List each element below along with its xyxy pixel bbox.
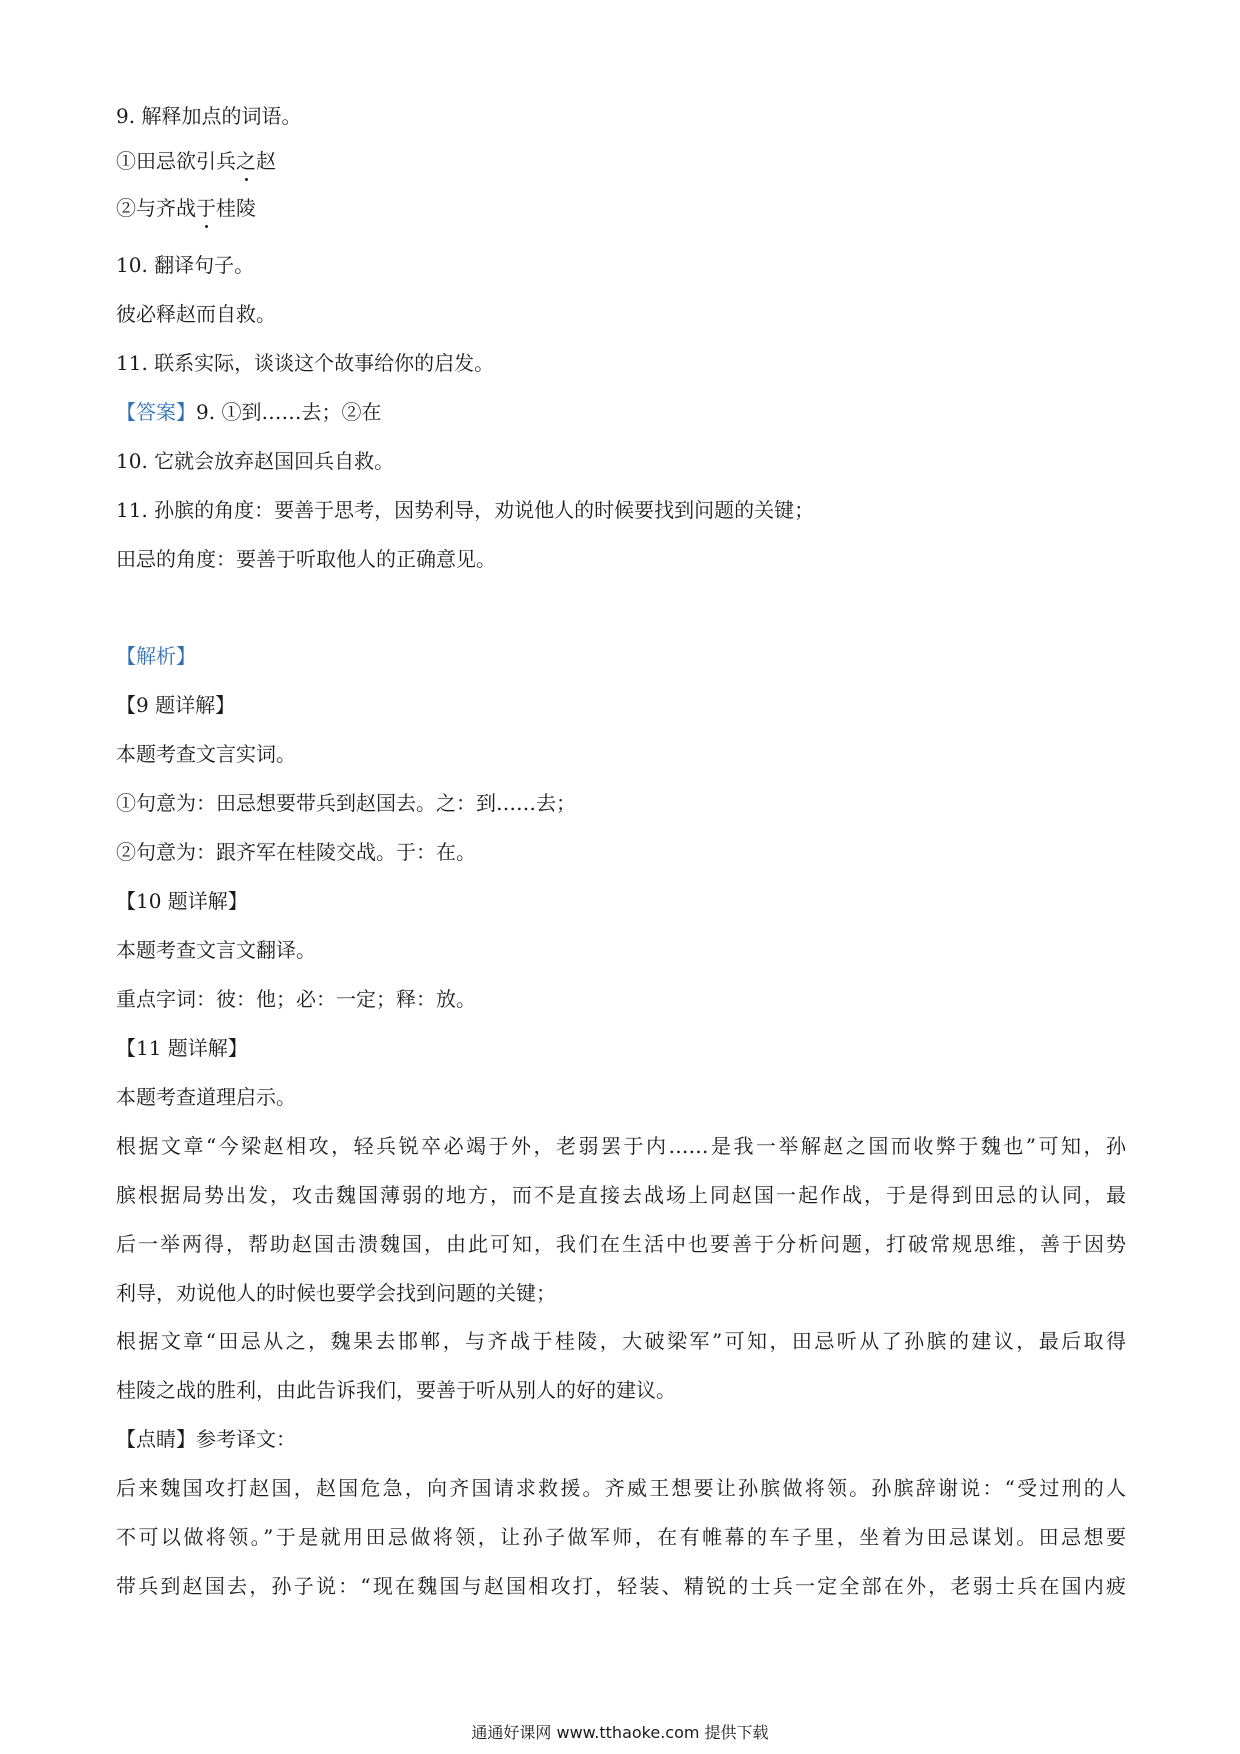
detail-9-line-2: ①句意为：田忌想要带兵到赵国去。之：到……去； [116,791,576,815]
question-9-item-2 [116,193,1126,223]
question-11-title: 11. 联系实际，谈谈这个故事给你的启发。 [116,351,495,375]
detail-9-line-3: ②句意为：跟齐军在桂陵交战。于：在。 [116,840,476,864]
question-10-title: 10. 翻译句子。 [116,253,255,277]
answer-11-line-2: 田忌的角度：要善于听取他人的正确意见。 [116,547,496,571]
question-9-title: 9. 解释加点的词语。 [116,104,302,128]
page-footer: 通通好课网 www.tthaoke.com 提供下载 [471,1723,769,1742]
detail-11-line-1: 本题考查道理启示。 [116,1085,296,1109]
question-10-sentence: 彼必释赵而自救。 [116,302,276,326]
q9-item1-pre: ①田忌欲引兵 [116,149,236,173]
detail-9-heading: 【9 题详解】 [116,693,236,717]
q9-item2-pre: ②与齐战 [116,196,196,220]
answer-11-line-1: 11. 孙膑的角度：要善于思考，因势利导，劝说他人的时候要找到问题的关键； [116,498,815,522]
detail-9-line-1: 本题考查文言实词。 [116,742,296,766]
question-9-item-1 [116,146,1126,176]
translation-line-3: 带兵到赵国去，孙子说：“现在魏国与赵国相攻打，轻装、精锐的士兵一定全部在外，老弱士兵在国内疲 [116,1574,1126,1598]
q9-item1-dotted-word: 之 [236,146,256,176]
detail-11-para-2-line-1: 根据文章“田忌从之，魏果去邯郸，与齐战于桂陵，大破梁军”可知，田忌听从了孙膑的建议，最后取得 [116,1329,1126,1353]
dianjing-line [116,1424,1126,1454]
detail-10-line-2: 重点字词：彼：他；必：一定；释：放。 [116,987,476,1011]
dianjing-intro: 参考译文： [196,1427,296,1451]
detail-11-para-2-line-2: 桂陵之战的胜利，由此告诉我们，要善于听从别人的好的建议。 [116,1378,676,1402]
q9-item2-post: 桂陵 [216,196,256,220]
analysis-tag: 【解析】 [116,644,196,668]
detail-11-para-1-line-2: 膑根据局势出发，攻击魏国薄弱的地方，而不是直接去战场上同赵国一起作战，于是得到田忌的认同，最 [116,1183,1126,1207]
detail-11-heading: 【11 题详解】 [116,1036,248,1060]
q9-item2-dotted-word: 于 [196,193,216,223]
answer-10: 10. 它就会放弃赵国回兵自救。 [116,449,395,473]
detail-10-heading: 【10 题详解】 [116,889,248,913]
detail-10-line-1: 本题考查文言文翻译。 [116,938,316,962]
detail-11-para-1-line-4: 利导，劝说他人的时候也要学会找到问题的关键； [116,1281,556,1305]
answer-9-line [116,397,1126,427]
translation-line-2: 不可以做将领。”于是就用田忌做将领，让孙子做军师，在有帷幕的车子里，坐着为田忌谋划。田忌想要 [116,1525,1126,1549]
answer-tag: 【答案】 [116,400,196,424]
answer-9: 9. ①到……去；②在 [196,400,382,424]
q9-item1-post: 赵 [256,149,276,173]
translation-line-1: 后来魏国攻打赵国，赵国危急，向齐国请求救援。齐威王想要让孙膑做将领。孙膑辞谢说：“受过刑的人 [116,1476,1126,1500]
detail-11-para-1-line-3: 后一举两得，帮助赵国击溃魏国，由此可知，我们在生活中也要善于分析问题，打破常规思维，善于因势 [116,1232,1126,1256]
detail-11-para-1-line-1: 根据文章“今梁赵相攻，轻兵锐卒必竭于外，老弱罢于内……是我一举解赵之国而收弊于魏也”可知，孙 [116,1134,1126,1158]
dianjing-tag: 【点睛】 [116,1427,196,1451]
